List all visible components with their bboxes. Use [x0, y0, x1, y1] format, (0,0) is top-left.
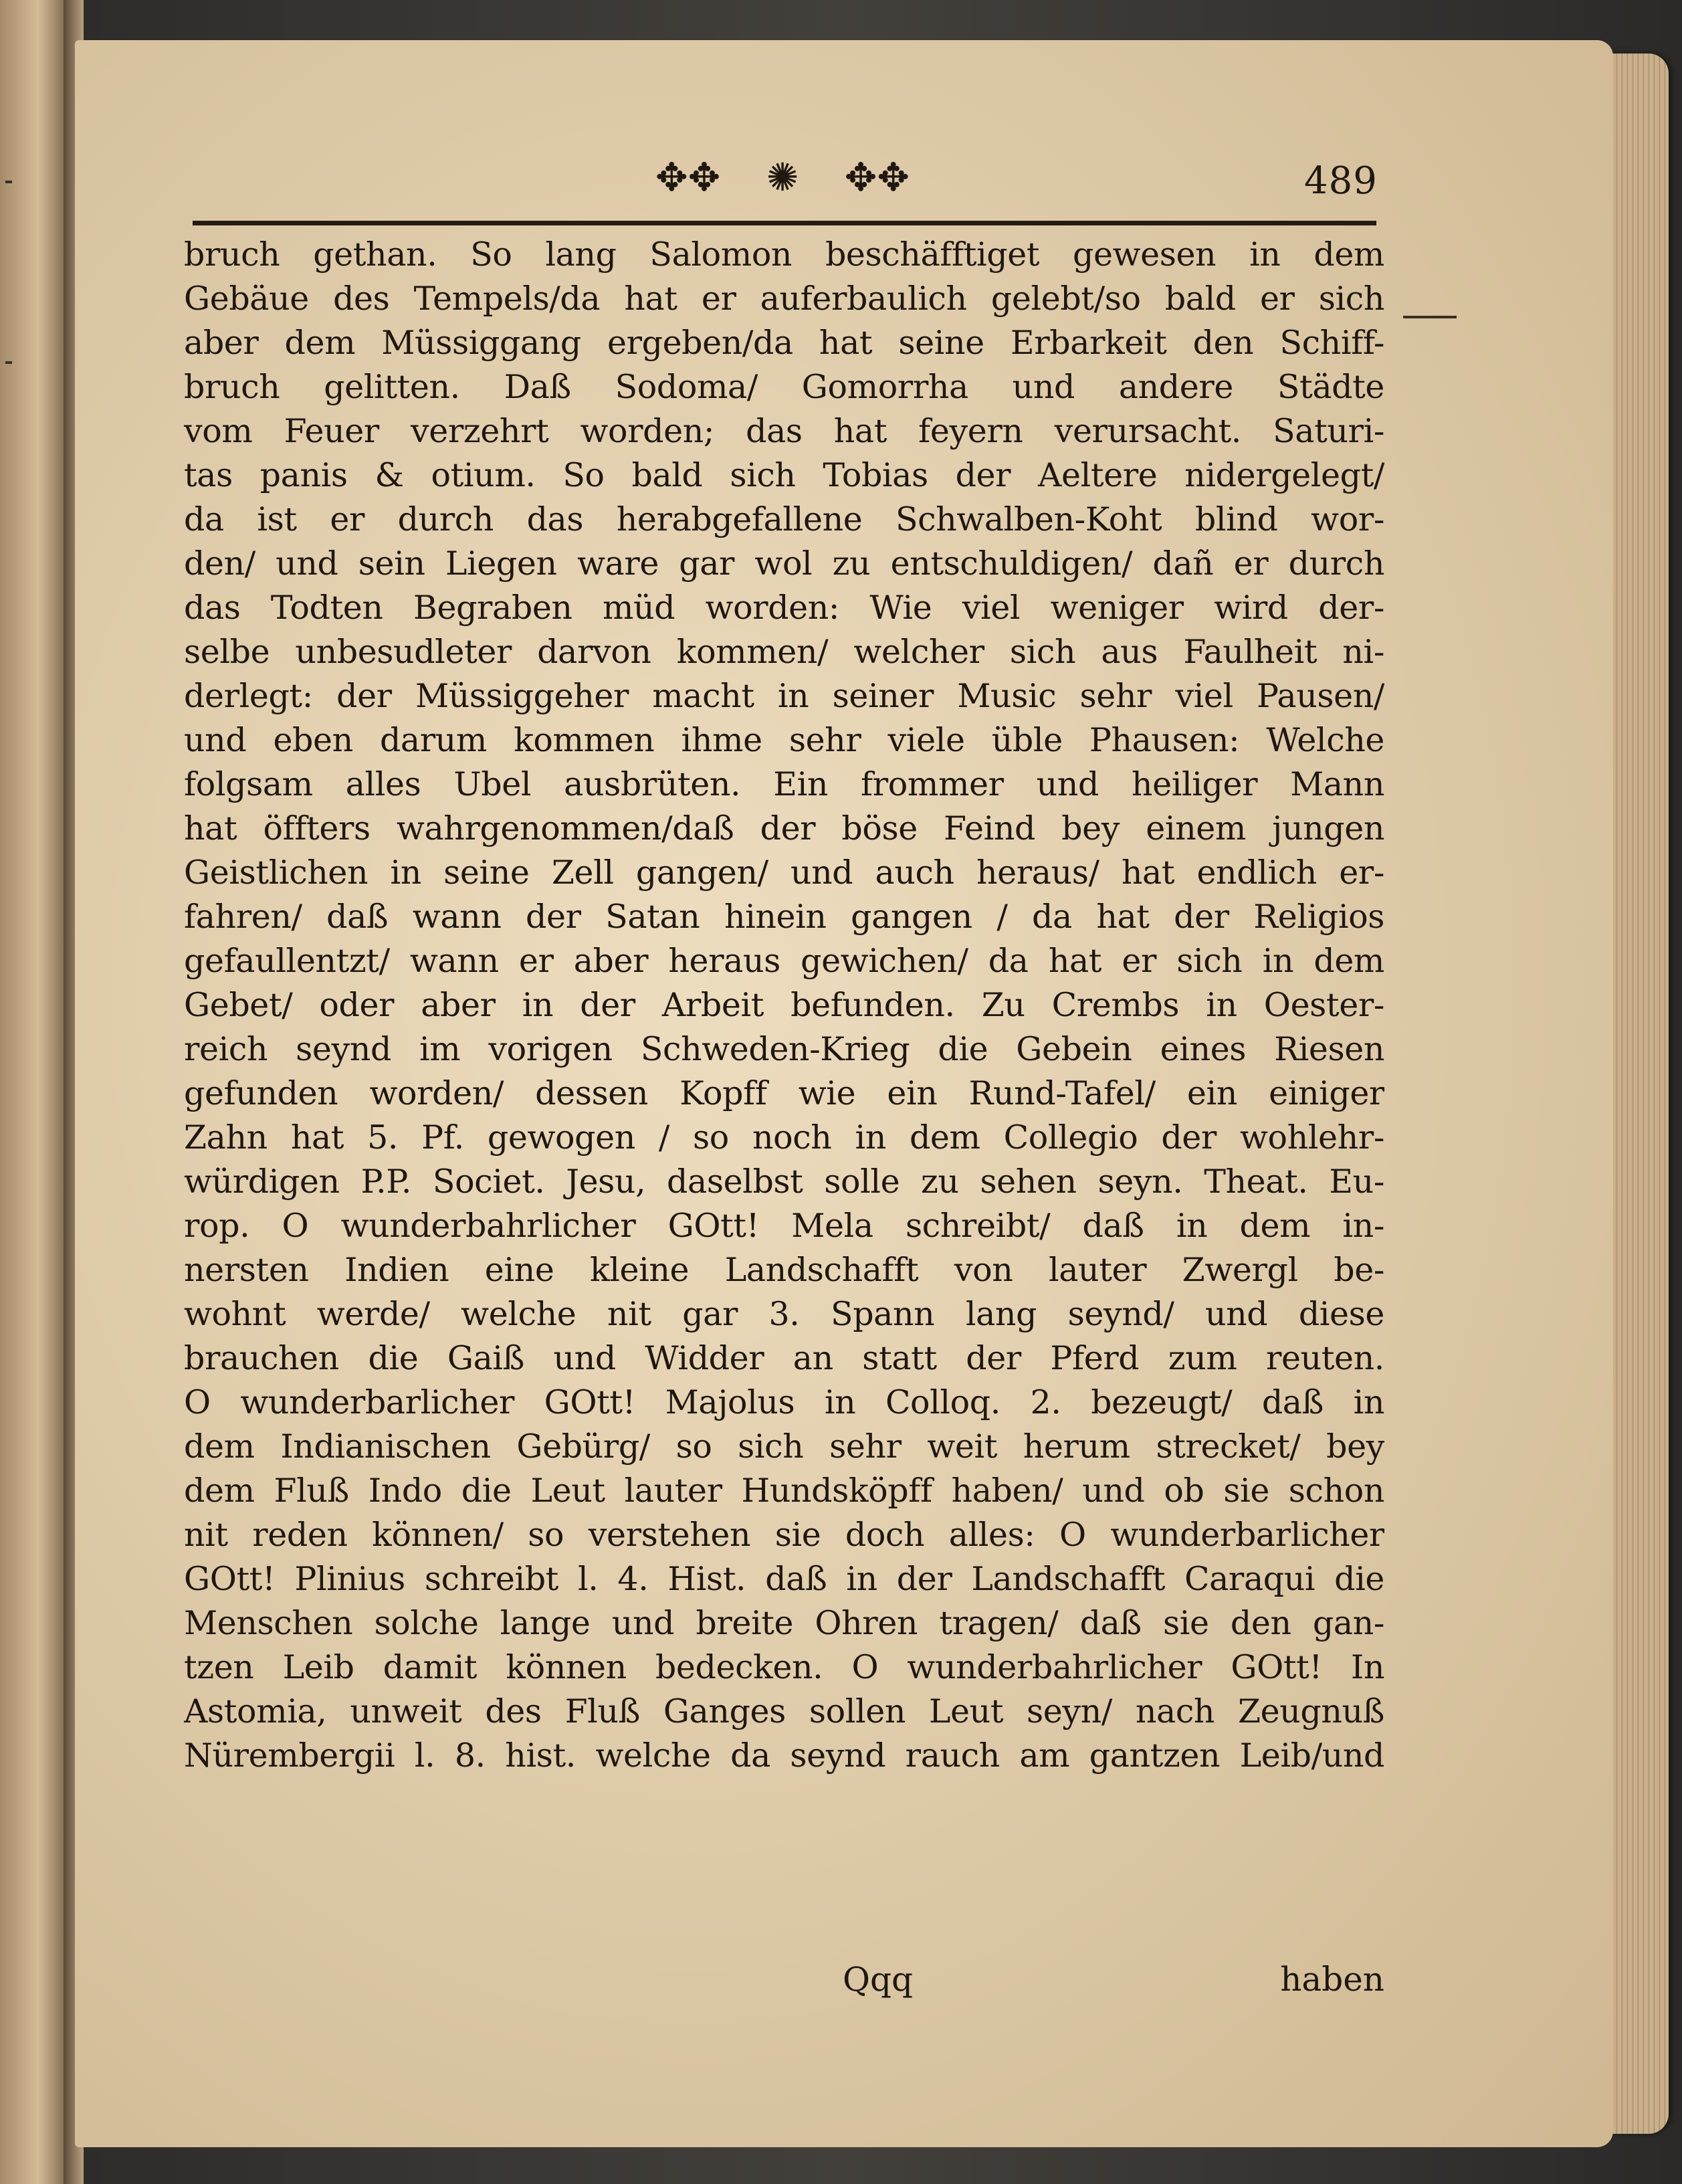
ornament-center-icon: ✺ [766, 155, 799, 200]
text-line: den/ und sein Liegen ware gar wol zu entschuldigen/ dañ er durch [184, 544, 1384, 583]
text-line: bruch gethan. So lang Salomon beschäfftiget gewesen in dem [184, 235, 1384, 274]
text-line: Menschen solche lange und breite Ohren tragen/ daß sie den gan- [184, 1604, 1384, 1642]
catchword: haben [1280, 1960, 1384, 1999]
text-line: nersten Indien eine kleine Landschafft von lauter Zwergl be- [184, 1251, 1384, 1289]
text-line: gefunden worden/ dessen Kopff wie ein Rund-Tafel/ ein einiger [184, 1074, 1384, 1112]
page-footer [184, 1960, 1384, 2007]
text-line: tas panis & otium. So bald sich Tobias der Aeltere nidergelegt/ [184, 456, 1384, 494]
text-line: würdigen P.P. Societ. Jesu, daselbst solle zu sehen seyn. Theat. Eu- [184, 1163, 1384, 1201]
text-line: Gebäue des Tempels/da hat er auferbaulich gelebt/so bald er sich [184, 280, 1384, 318]
text-line: tzen Leib damit können bedecken. O wunderbahrlicher GOtt! In [184, 1648, 1384, 1686]
text-line: Geistlichen in seine Zell gangen/ und auch heraus/ hat endlich er- [184, 854, 1384, 892]
text-line: hat öffters wahrgenommen/daß der böse Feind bey einem jungen [184, 809, 1384, 848]
text-line: folgsam alles Ubel ausbrüten. Ein frommer und heiliger Mann [184, 765, 1384, 803]
ornament-right-icon: ✥✥ [844, 155, 910, 200]
text-line: dem Indianischen Gebürg/ so sich sehr weit herum strecket/ bey [184, 1427, 1384, 1466]
text-line: Astomia, unweit des Fluß Ganges sollen Leut seyn/ nach Zeugnuß [184, 1692, 1384, 1730]
facing-page-edge [0, 0, 64, 2184]
page-number: 489 [1304, 159, 1378, 203]
header-rule [193, 221, 1376, 225]
text-line: dem Fluß Indo die Leut lauter Hundsköpff haben/ und ob sie schon [184, 1472, 1384, 1510]
text-line: rop. O wunderbahrlicher GOtt! Mela schreibt/ daß in dem in- [184, 1207, 1384, 1245]
text-line: Nürembergii l. 8. hist. welche da seynd rauch am gantzen Leib/und [184, 1736, 1384, 1775]
header-ornament [655, 154, 910, 201]
ornament-left-icon: ✥✥ [655, 155, 721, 200]
text-line: nit reden können/ so verstehen sie doch alles: O wunderbarlicher [184, 1516, 1384, 1554]
text-line: aber dem Müssiggang ergeben/da hat seine Erbarkeit den Schiff- [184, 324, 1384, 362]
text-line: wohnt werde/ welche nit gar 3. Spann lang seynd/ und diese [184, 1295, 1384, 1333]
text-line: Gebet/ oder aber in der Arbeit befunden. Zu Crembs in Oester- [184, 986, 1384, 1024]
text-line: da ist er durch das herabgefallene Schwalben-Koht blind wor- [184, 500, 1384, 538]
text-line: O wunderbarlicher GOtt! Majolus in Colloq. 2. bezeugt/ daß in [184, 1383, 1384, 1421]
text-line: das Todten Begraben müd worden: Wie viel weniger wird der- [184, 589, 1384, 627]
text-line: fahren/ daß wann der Satan hinein gangen / da hat der Religios [184, 898, 1384, 936]
text-line: selbe unbesudleter darvon kommen/ welcher sich aus Faulheit ni- [184, 633, 1384, 671]
text-line: reich seynd im vorigen Schweden-Krieg die Gebein eines Riesen [184, 1030, 1384, 1068]
text-line: derlegt: der Müssiggeher macht in seiner Music sehr viel Pausen/ [184, 677, 1384, 715]
text-line: Zahn hat 5. Pf. gewogen / so noch in dem Collegio der wohlehr- [184, 1118, 1384, 1157]
text-line: brauchen die Gaiß und Widder an statt der Pferd zum reuten. [184, 1339, 1384, 1377]
text-line: vom Feuer verzehrt worden; das hat feyern verursacht. Saturi- [184, 412, 1384, 450]
body-text [184, 233, 1384, 1778]
text-line: und eben darum kommen ihme sehr viele üble Phausen: Welche [184, 721, 1384, 759]
text-line: bruch gelitten. Daß Sodoma/ Gomorrha und andere Städte [184, 368, 1384, 406]
margin-mark [5, 181, 12, 183]
signature-mark: Qqq [843, 1960, 914, 1999]
text-line: gefaullentzt/ wann er aber heraus gewichen/ da hat er sich in dem [184, 942, 1384, 980]
text-line: GOtt! Plinius schreibt l. 4. Hist. daß in der Landschafft Caraqui die [184, 1560, 1384, 1598]
margin-dash [1403, 316, 1457, 318]
margin-mark [5, 361, 12, 364]
